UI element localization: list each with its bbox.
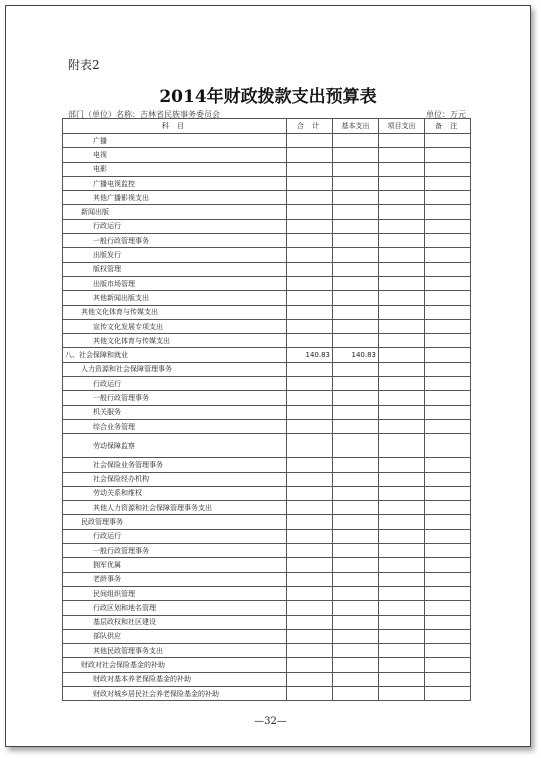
table-row [63, 501, 471, 515]
row-remarks [425, 276, 471, 290]
row-project [379, 501, 425, 515]
table-body [63, 134, 471, 701]
row-total [287, 291, 333, 305]
table-row [63, 191, 471, 205]
table-row [63, 291, 471, 305]
table-row [63, 248, 471, 262]
row-project [379, 348, 425, 362]
row-subject: 电视 [63, 148, 287, 162]
row-subject: 其他文化体育与传媒支出 [63, 305, 287, 319]
row-total [287, 362, 333, 376]
row-basic [333, 419, 379, 433]
row-remarks [425, 419, 471, 433]
row-total: 140.83 [287, 348, 333, 362]
row-remarks [425, 377, 471, 391]
row-subject: 其他文化体育与传媒支出 [63, 334, 287, 348]
row-total [287, 162, 333, 176]
row-remarks [425, 434, 471, 458]
row-remarks [425, 472, 471, 486]
row-total [287, 672, 333, 686]
row-total [287, 544, 333, 558]
row-total [287, 658, 333, 672]
row-project [379, 219, 425, 233]
row-project [379, 191, 425, 205]
table-row [63, 419, 471, 433]
row-total [287, 276, 333, 290]
row-subject: 社会保险业务管理事务 [63, 458, 287, 472]
row-subject: 行政运行 [63, 219, 287, 233]
row-total [287, 501, 333, 515]
row-project [379, 276, 425, 290]
row-remarks [425, 458, 471, 472]
row-remarks [425, 615, 471, 629]
table-row [63, 205, 471, 219]
table-row [63, 686, 471, 700]
table-row [63, 544, 471, 558]
row-total [287, 405, 333, 419]
row-total [287, 191, 333, 205]
row-remarks [425, 134, 471, 148]
row-total [287, 558, 333, 572]
row-basic [333, 572, 379, 586]
row-subject: 行政区划和地名管理 [63, 601, 287, 615]
table-row [63, 234, 471, 248]
row-basic [333, 434, 379, 458]
row-total [287, 262, 333, 276]
row-project [379, 658, 425, 672]
row-basic [333, 501, 379, 515]
row-remarks [425, 291, 471, 305]
table-row [63, 458, 471, 472]
row-remarks [425, 558, 471, 572]
row-project [379, 419, 425, 433]
row-basic [333, 601, 379, 615]
row-remarks [425, 262, 471, 276]
column-header-project: 项目支出 [379, 119, 425, 134]
row-basic [333, 529, 379, 543]
row-total [287, 377, 333, 391]
row-total [287, 629, 333, 643]
row-total [287, 134, 333, 148]
row-project [379, 377, 425, 391]
row-project [379, 391, 425, 405]
row-total [287, 234, 333, 248]
row-total [287, 458, 333, 472]
row-subject: 财政对社会保险基金的补助 [63, 658, 287, 672]
row-total [287, 334, 333, 348]
table-row [63, 176, 471, 190]
row-project [379, 672, 425, 686]
table-header-row [63, 119, 471, 134]
row-project [379, 362, 425, 376]
row-subject: 基层政权和社区建设 [63, 615, 287, 629]
row-remarks [425, 629, 471, 643]
table-row [63, 472, 471, 486]
row-remarks [425, 672, 471, 686]
row-remarks [425, 362, 471, 376]
row-project [379, 234, 425, 248]
row-total [287, 529, 333, 543]
row-subject: 民政管理事务 [63, 515, 287, 529]
row-subject: 财政对基本养老保险基金的补助 [63, 672, 287, 686]
column-header-basic: 基本支出 [333, 119, 379, 134]
row-remarks [425, 658, 471, 672]
attachment-label: 附表2 [68, 58, 100, 72]
table-row [63, 672, 471, 686]
row-subject: 民间组织管理 [63, 586, 287, 600]
row-remarks [425, 319, 471, 333]
row-basic [333, 134, 379, 148]
row-subject: 一般行政管理事务 [63, 544, 287, 558]
row-basic [333, 458, 379, 472]
table-row [63, 434, 471, 458]
row-subject: 出版市场管理 [63, 276, 287, 290]
row-total [287, 319, 333, 333]
table-row [63, 658, 471, 672]
row-total [287, 686, 333, 700]
row-remarks [425, 248, 471, 262]
row-project [379, 472, 425, 486]
row-total [287, 644, 333, 658]
row-remarks [425, 162, 471, 176]
table-row [63, 572, 471, 586]
row-subject: 广播 [63, 134, 287, 148]
row-remarks [425, 305, 471, 319]
row-basic [333, 472, 379, 486]
row-project [379, 515, 425, 529]
row-project [379, 205, 425, 219]
row-project [379, 601, 425, 615]
table-row [63, 644, 471, 658]
row-project [379, 586, 425, 600]
row-remarks [425, 405, 471, 419]
row-remarks [425, 148, 471, 162]
table-row [63, 558, 471, 572]
row-subject: 财政对城乡居民社会养老保险基金的补助 [63, 686, 287, 700]
row-subject: 行政运行 [63, 529, 287, 543]
row-total [287, 391, 333, 405]
row-total [287, 419, 333, 433]
row-basic [333, 377, 379, 391]
row-total [287, 615, 333, 629]
department-name: 部门（单位）名称：吉林省民族事务委员会 [68, 110, 220, 119]
row-subject: 一般行政管理事务 [63, 391, 287, 405]
row-project [379, 291, 425, 305]
row-basic [333, 362, 379, 376]
row-basic [333, 191, 379, 205]
row-basic [333, 515, 379, 529]
table-row [63, 586, 471, 600]
row-project [379, 529, 425, 543]
table-row [63, 615, 471, 629]
row-remarks [425, 515, 471, 529]
row-remarks [425, 601, 471, 615]
row-subject: 八、社会保障和就业 [63, 348, 287, 362]
row-subject: 新闻出版 [63, 205, 287, 219]
column-header-subject: 科 目 [63, 119, 287, 134]
row-basic [333, 291, 379, 305]
row-subject: 老龄事务 [63, 572, 287, 586]
row-basic [333, 205, 379, 219]
row-project [379, 558, 425, 572]
table-row [63, 391, 471, 405]
row-total [287, 248, 333, 262]
row-project [379, 686, 425, 700]
row-project [379, 572, 425, 586]
table-row [63, 601, 471, 615]
row-basic [333, 305, 379, 319]
row-basic [333, 176, 379, 190]
row-project [379, 615, 425, 629]
column-header-remarks: 备 注 [425, 119, 471, 134]
row-project [379, 262, 425, 276]
row-remarks [425, 686, 471, 700]
table-row [63, 486, 471, 500]
row-basic [333, 162, 379, 176]
row-remarks [425, 486, 471, 500]
row-remarks [425, 234, 471, 248]
row-remarks [425, 572, 471, 586]
row-basic [333, 672, 379, 686]
table-row [63, 405, 471, 419]
table-row [63, 362, 471, 376]
row-project [379, 405, 425, 419]
table-row [63, 629, 471, 643]
table-row [63, 162, 471, 176]
page-title: 2014年财政拨款支出预算表 [159, 87, 377, 107]
row-subject: 综合业务管理 [63, 419, 287, 433]
row-total [287, 148, 333, 162]
row-basic: 140.83 [333, 348, 379, 362]
table-row [63, 219, 471, 233]
row-remarks [425, 391, 471, 405]
row-basic [333, 644, 379, 658]
row-remarks [425, 544, 471, 558]
row-subject: 出版发行 [63, 248, 287, 262]
row-total [287, 305, 333, 319]
row-basic [333, 405, 379, 419]
table-row [63, 515, 471, 529]
row-project [379, 148, 425, 162]
table-row [63, 377, 471, 391]
row-project [379, 458, 425, 472]
row-subject: 广播电视监控 [63, 176, 287, 190]
row-basic [333, 615, 379, 629]
row-subject: 部队供应 [63, 629, 287, 643]
row-subject: 人力资源和社会保障管理事务 [63, 362, 287, 376]
row-basic [333, 391, 379, 405]
row-subject: 行政运行 [63, 377, 287, 391]
row-subject: 拥军优属 [63, 558, 287, 572]
row-project [379, 162, 425, 176]
row-subject: 其他人力资源和社会保障管理事务支出 [63, 501, 287, 515]
row-total [287, 486, 333, 500]
row-remarks [425, 205, 471, 219]
row-project [379, 629, 425, 643]
row-project [379, 305, 425, 319]
row-total [287, 219, 333, 233]
row-total [287, 176, 333, 190]
row-basic [333, 334, 379, 348]
row-subject: 版权管理 [63, 262, 287, 276]
row-basic [333, 658, 379, 672]
row-subject: 其他广播影视支出 [63, 191, 287, 205]
column-header-total: 合 计 [287, 119, 333, 134]
row-project [379, 176, 425, 190]
table-row [63, 348, 471, 362]
row-basic [333, 219, 379, 233]
row-basic [333, 148, 379, 162]
row-remarks [425, 334, 471, 348]
row-basic [333, 319, 379, 333]
row-remarks [425, 644, 471, 658]
row-basic [333, 629, 379, 643]
row-project [379, 334, 425, 348]
row-basic [333, 486, 379, 500]
row-subject: 电影 [63, 162, 287, 176]
row-remarks [425, 529, 471, 543]
page-number: —32— [254, 716, 287, 727]
row-subject: 机关服务 [63, 405, 287, 419]
row-total [287, 472, 333, 486]
row-project [379, 248, 425, 262]
row-basic [333, 276, 379, 290]
row-basic [333, 248, 379, 262]
row-project [379, 644, 425, 658]
row-total [287, 586, 333, 600]
budget-table [62, 118, 471, 701]
row-remarks [425, 176, 471, 190]
table-row [63, 529, 471, 543]
table-row [63, 334, 471, 348]
row-subject: 一般行政管理事务 [63, 234, 287, 248]
row-remarks [425, 191, 471, 205]
row-project [379, 134, 425, 148]
row-total [287, 572, 333, 586]
row-subject: 宣传文化发展专项支出 [63, 319, 287, 333]
row-basic [333, 544, 379, 558]
table-row [63, 305, 471, 319]
row-basic [333, 686, 379, 700]
row-total [287, 205, 333, 219]
table-row [63, 319, 471, 333]
row-remarks [425, 501, 471, 515]
row-basic [333, 262, 379, 276]
table-row [63, 134, 471, 148]
unit-label: 单位：万元 [426, 110, 466, 119]
row-project [379, 544, 425, 558]
row-total [287, 601, 333, 615]
row-basic [333, 234, 379, 248]
row-remarks [425, 219, 471, 233]
row-remarks [425, 586, 471, 600]
row-project [379, 319, 425, 333]
table-row [63, 148, 471, 162]
row-project [379, 434, 425, 458]
table-row [63, 262, 471, 276]
row-basic [333, 558, 379, 572]
row-subject: 社会保险经办机构 [63, 472, 287, 486]
row-total [287, 434, 333, 458]
row-subject: 劳动保障监察 [63, 434, 287, 458]
table-row [63, 276, 471, 290]
row-project [379, 486, 425, 500]
row-subject: 其他民政管理事务支出 [63, 644, 287, 658]
row-total [287, 515, 333, 529]
row-subject: 劳动关系和维权 [63, 486, 287, 500]
row-basic [333, 586, 379, 600]
row-remarks [425, 348, 471, 362]
row-subject: 其他新闻出版支出 [63, 291, 287, 305]
